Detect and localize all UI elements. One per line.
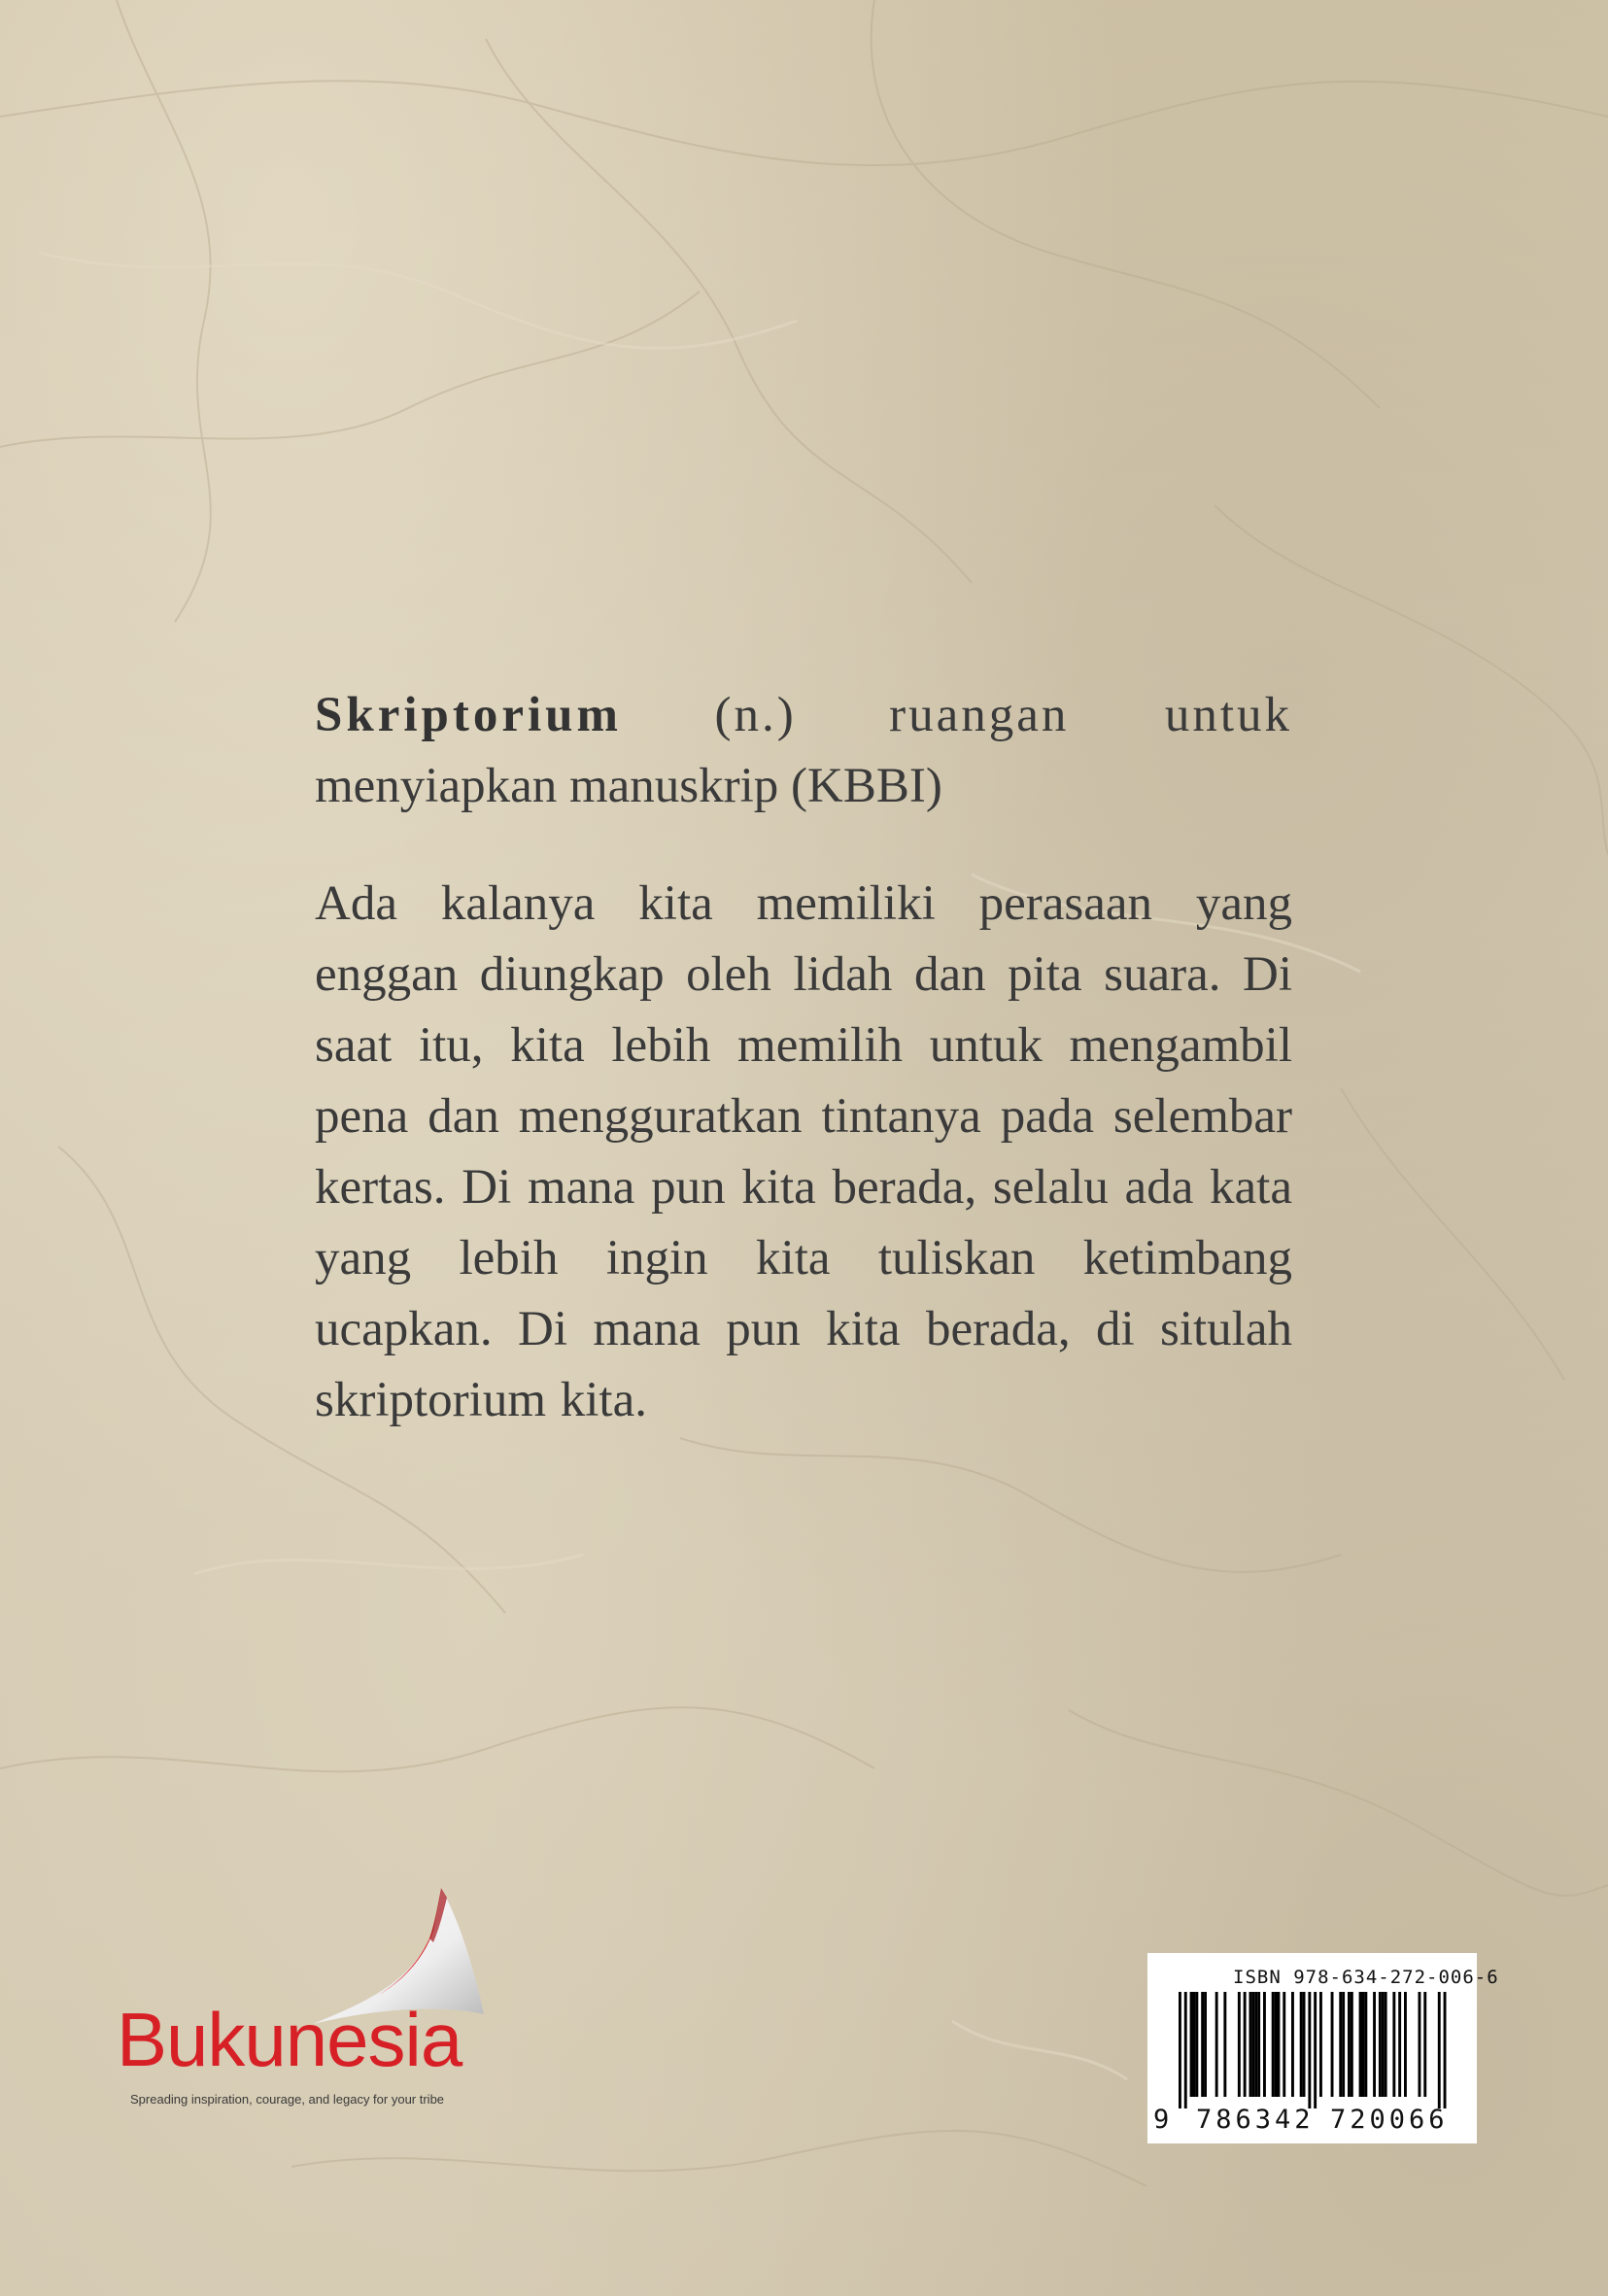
barcode-bar bbox=[1244, 1992, 1247, 2097]
barcode-bar bbox=[1392, 1992, 1395, 2097]
barcode-bar bbox=[1204, 1992, 1207, 2097]
barcode-bar bbox=[1359, 1992, 1362, 2097]
barcode-bar bbox=[1300, 1992, 1303, 2097]
barcode-bar bbox=[1190, 1992, 1193, 2097]
barcode-bar bbox=[1339, 1992, 1342, 2097]
synopsis-paragraph: Ada kalanya kita memiliki perasaan yang enggan diungkap oleh lidah dan pita suara. Di saat itu, kita lebih memilih untuk mengambil pena dan mengguratkan tintanya pada selembar kertas. Di mana pun kita berada, selalu ada kata yang lebih ingin kita tuliskan ketimbang ucapkan. Di mana pun kita berada, di situlah skriptorium kita. bbox=[315, 876, 1292, 1427]
barcode-bar bbox=[1419, 1992, 1421, 2097]
back-cover-blurb bbox=[315, 680, 1292, 1436]
barcode-bars bbox=[1147, 1992, 1477, 2108]
barcode-bar bbox=[1254, 1992, 1257, 2097]
isbn-number: ISBN 978-634-272-006-6 bbox=[1233, 1967, 1499, 1988]
barcode-guard-bar bbox=[1308, 1992, 1311, 2108]
barcode-bar bbox=[1195, 1992, 1198, 2097]
barcode-bar bbox=[1201, 1992, 1204, 2097]
barcode-bar bbox=[1278, 1992, 1281, 2097]
ean-left-digits: 786342 bbox=[1196, 2105, 1315, 2135]
ean-first-digit: 9 bbox=[1153, 2105, 1170, 2135]
barcode-bar bbox=[1385, 1992, 1387, 2097]
publisher-tagline: Spreading inspiration, courage, and legacy for your tribe bbox=[130, 2092, 445, 2107]
barcode-bar bbox=[1351, 1992, 1353, 2097]
publisher-logo bbox=[117, 1880, 505, 2107]
barcode-bar bbox=[1342, 1992, 1345, 2097]
barcode-bar bbox=[1303, 1992, 1306, 2097]
barcode-bar bbox=[1331, 1992, 1334, 2097]
barcode-bar bbox=[1238, 1992, 1241, 2097]
barcode-bar bbox=[1398, 1992, 1401, 2097]
barcode-bar bbox=[1272, 1992, 1275, 2097]
barcode-guard-bar bbox=[1444, 1992, 1447, 2108]
barcode-bar bbox=[1251, 1992, 1254, 2097]
barcode-bar bbox=[1257, 1992, 1260, 2097]
barcode-bar bbox=[1249, 1992, 1252, 2097]
barcode-bar bbox=[1348, 1992, 1351, 2097]
barcode-bar bbox=[1379, 1992, 1382, 2097]
barcode-guard-bar bbox=[1438, 1992, 1441, 2108]
barcode-bar bbox=[1404, 1992, 1407, 2097]
barcode-bar bbox=[1364, 1992, 1367, 2097]
barcode-bar bbox=[1275, 1992, 1278, 2097]
barcode-bar bbox=[1319, 1992, 1322, 2097]
barcode-bar bbox=[1291, 1992, 1294, 2097]
barcode-bar bbox=[1223, 1992, 1226, 2097]
barcode-guard-bar bbox=[1314, 1992, 1317, 2108]
barcode-bar bbox=[1362, 1992, 1365, 2097]
part-of-speech: (n.) bbox=[714, 688, 797, 742]
isbn-barcode bbox=[1147, 1953, 1499, 2143]
barcode-bar bbox=[1423, 1992, 1426, 2097]
barcode-bar bbox=[1373, 1992, 1376, 2097]
definition-text-line2: menyiapkan manuskrip (KBBI) bbox=[315, 759, 942, 813]
barcode-bar bbox=[1283, 1992, 1285, 2097]
definition-text-line1: ruangan untuk bbox=[889, 688, 1292, 742]
definition-term: Skriptorium bbox=[315, 688, 623, 742]
barcode-bar bbox=[1215, 1992, 1218, 2097]
ean-right-digits: 720066 bbox=[1330, 2105, 1449, 2135]
barcode-bar bbox=[1382, 1992, 1385, 2097]
publisher-name: Bukunesia bbox=[117, 1997, 462, 2082]
barcode-guard-bar bbox=[1179, 1992, 1181, 2108]
dictionary-definition bbox=[315, 680, 1292, 822]
barcode-guard-bar bbox=[1184, 1992, 1187, 2108]
barcode-bar bbox=[1263, 1992, 1266, 2097]
barcode-bar bbox=[1193, 1992, 1196, 2097]
